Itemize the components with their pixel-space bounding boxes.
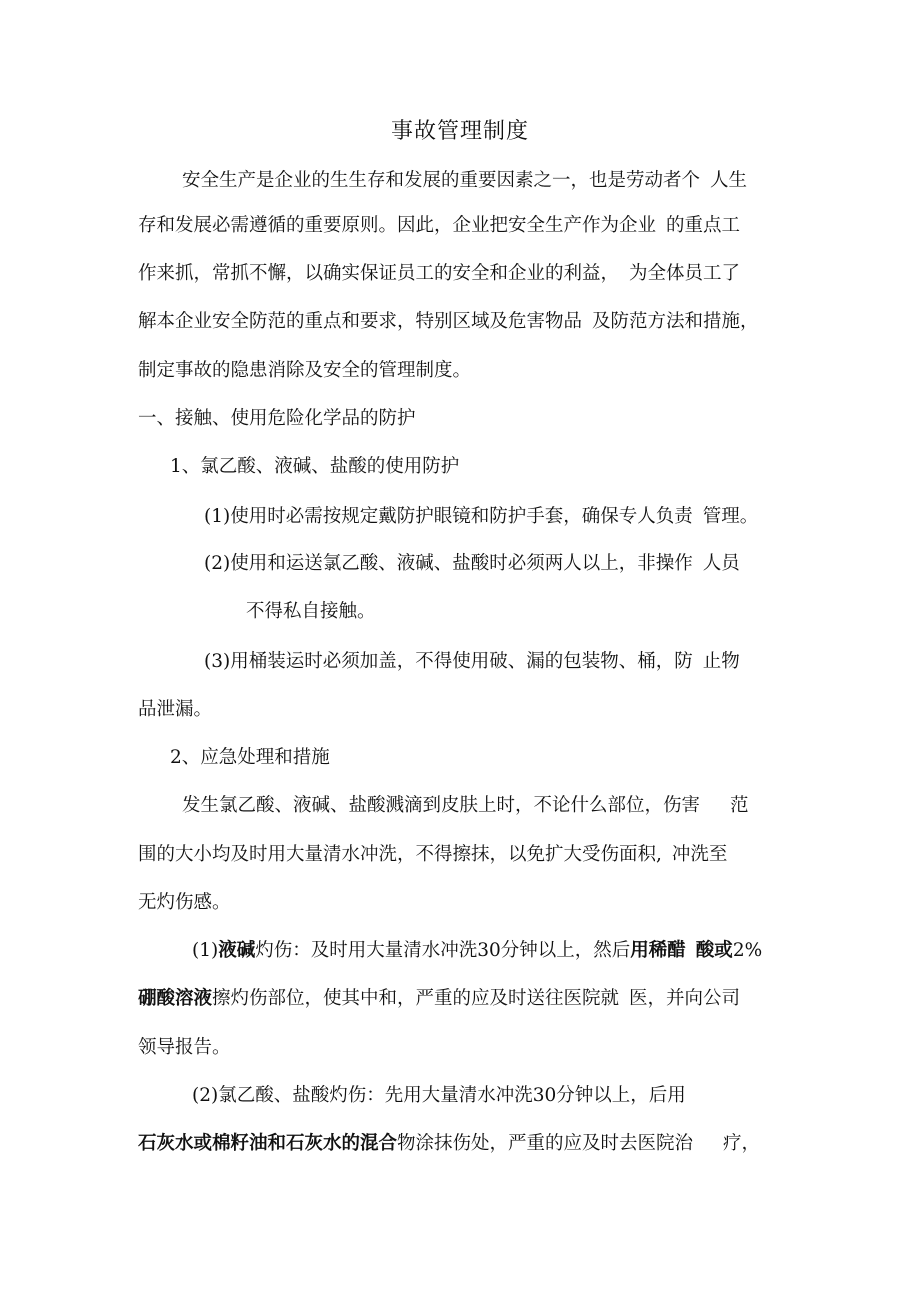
section-1-heading: 一、接触、使用危险化学品的防护 <box>138 408 416 429</box>
sub2-item-1-line-3: 领导报告。 <box>138 1037 231 1058</box>
sub1-item-3: (3)用桶装运时必须加盖，不得使用破、漏的包装物、桶，防 止物 <box>204 651 740 672</box>
intro-line-1: 安全生产是企业的生生存和发展的重要因素之一，也是劳动者个 人生 <box>182 170 748 191</box>
intro-line-5: 制定事故的隐患消除及安全的管理制度。 <box>138 360 472 381</box>
sub2-item-1-line-2: 硼酸溶液擦灼伤部位，使其中和，严重的应及时送往医院就 医，并向公司 <box>138 988 741 1009</box>
sub2-para-line-3: 无灼伤感。 <box>138 892 231 913</box>
sub1-item-1: (1)使用时必需按规定戴防护眼镜和防护手套，确保专人负责 管理。 <box>204 506 759 527</box>
subsection-2-heading: 2、应急处理和措施 <box>170 747 330 768</box>
page-title: 事故管理制度 <box>390 119 529 144</box>
subsection-1-heading: 1、氯乙酸、液碱、盐酸的使用防护 <box>170 456 460 477</box>
sub2-item-1-line-1: (1)液碱灼伤：及时用大量清水冲洗30分钟以上，然后用稀醋 酸或2% <box>192 940 763 961</box>
intro-line-3: 作来抓，常抓不懈，以确实保证员工的安全和企业的利益， 为全体员工了 <box>138 263 741 284</box>
sub2-item-2-line-2: 石灰水或棉籽油和石灰水的混合物涂抹伤处，严重的应及时去医院治 疗， <box>138 1133 761 1154</box>
sub2-item-2-line-1: (2)氯乙酸、盐酸灼伤：先用大量清水冲洗30分钟以上，后用 <box>192 1085 686 1106</box>
sub2-para-line-2: 围的大小均及时用大量清水冲洗，不得擦抹，以免扩大受伤面积, 冲洗至 <box>138 844 728 865</box>
sub1-item-3-cont: 品泄漏。 <box>138 699 213 720</box>
intro-line-4: 解本企业安全防范的重点和要求，特别区域及危害物品 及防范方法和措施， <box>138 311 759 332</box>
intro-line-2: 存和发展必需遵循的重要原则。因此，企业把安全生产作为企业 的重点工 <box>138 215 741 236</box>
sub1-item-2-cont: 不得私自接触。 <box>246 601 376 622</box>
sub1-item-2: (2)使用和运送氯乙酸、液碱、盐酸时必须两人以上，非操作 人员 <box>204 553 740 574</box>
sub2-para-line-1: 发生氯乙酸、液碱、盐酸溅滴到皮肤上时，不论什么部位，伤害 范 <box>182 795 749 816</box>
